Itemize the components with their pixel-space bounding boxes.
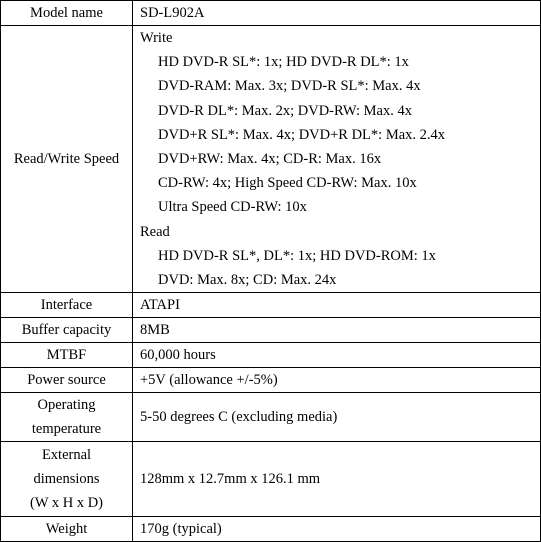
mtbf-value: 60,000 hours bbox=[133, 343, 541, 368]
row-power-source bbox=[1, 368, 541, 393]
row-buffer-capacity bbox=[1, 318, 541, 343]
interface-value: ATAPI bbox=[133, 293, 541, 318]
operating-temperature-label bbox=[1, 393, 133, 442]
label-line: Operating bbox=[37, 397, 96, 414]
label-line: (W x H x D) bbox=[29, 495, 104, 512]
row-weight bbox=[1, 517, 541, 542]
write-speed-line: DVD-R DL*: Max. 2x; DVD-RW: Max. 4x bbox=[158, 102, 412, 119]
write-speed-line: DVD-RAM: Max. 3x; DVD-R SL*: Max. 4x bbox=[158, 78, 421, 95]
label-line: dimensions bbox=[33, 471, 100, 488]
write-speed-line: HD DVD-R SL*: 1x; HD DVD-R DL*: 1x bbox=[158, 54, 409, 71]
write-heading: Write bbox=[140, 30, 173, 46]
row-external-dimensions bbox=[1, 442, 541, 517]
weight-label: Weight bbox=[1, 517, 133, 542]
model-name-label: Model name bbox=[1, 1, 133, 26]
write-speed-line: DVD+RW: Max. 4x; CD-R: Max. 16x bbox=[158, 150, 382, 167]
row-interface bbox=[1, 293, 541, 318]
read-heading: Read bbox=[140, 223, 170, 240]
mtbf-label: MTBF bbox=[1, 343, 133, 368]
operating-temperature-value: 5-50 degrees C (excluding media) bbox=[133, 393, 541, 442]
read-write-speed-label: Read/Write Speed bbox=[1, 26, 133, 293]
row-read-write-speed bbox=[1, 26, 541, 293]
external-dimensions-label bbox=[1, 442, 133, 517]
write-speed-line: CD-RW: 4x; High Speed CD-RW: Max. 10x bbox=[158, 175, 417, 192]
row-model-name bbox=[1, 1, 541, 26]
write-speed-line: DVD+R SL*: Max. 4x; DVD+R DL*: Max. 2.4x bbox=[158, 126, 446, 143]
read-speed-line: DVD: Max. 8x; CD: Max. 24x bbox=[158, 271, 337, 288]
buffer-capacity-value: 8MB bbox=[133, 318, 541, 343]
label-line: temperature bbox=[31, 421, 102, 438]
external-dimensions-value: 128mm x 12.7mm x 126.1 mm bbox=[133, 442, 541, 517]
model-name-value: SD-L902A bbox=[133, 1, 541, 26]
read-write-speed-value bbox=[133, 26, 541, 293]
buffer-capacity-label: Buffer capacity bbox=[1, 318, 133, 343]
row-operating-temperature bbox=[1, 393, 541, 442]
write-speed-line: Ultra Speed CD-RW: 10x bbox=[158, 199, 307, 216]
read-speed-line: HD DVD-R SL*, DL*: 1x; HD DVD-ROM: 1x bbox=[158, 247, 436, 264]
row-mtbf bbox=[1, 343, 541, 368]
power-source-label: Power source bbox=[1, 368, 133, 393]
interface-label: Interface bbox=[1, 293, 133, 318]
power-source-value: +5V (allowance +/-5%) bbox=[133, 368, 541, 393]
label-line: External bbox=[41, 447, 92, 464]
weight-value: 170g (typical) bbox=[133, 517, 541, 542]
